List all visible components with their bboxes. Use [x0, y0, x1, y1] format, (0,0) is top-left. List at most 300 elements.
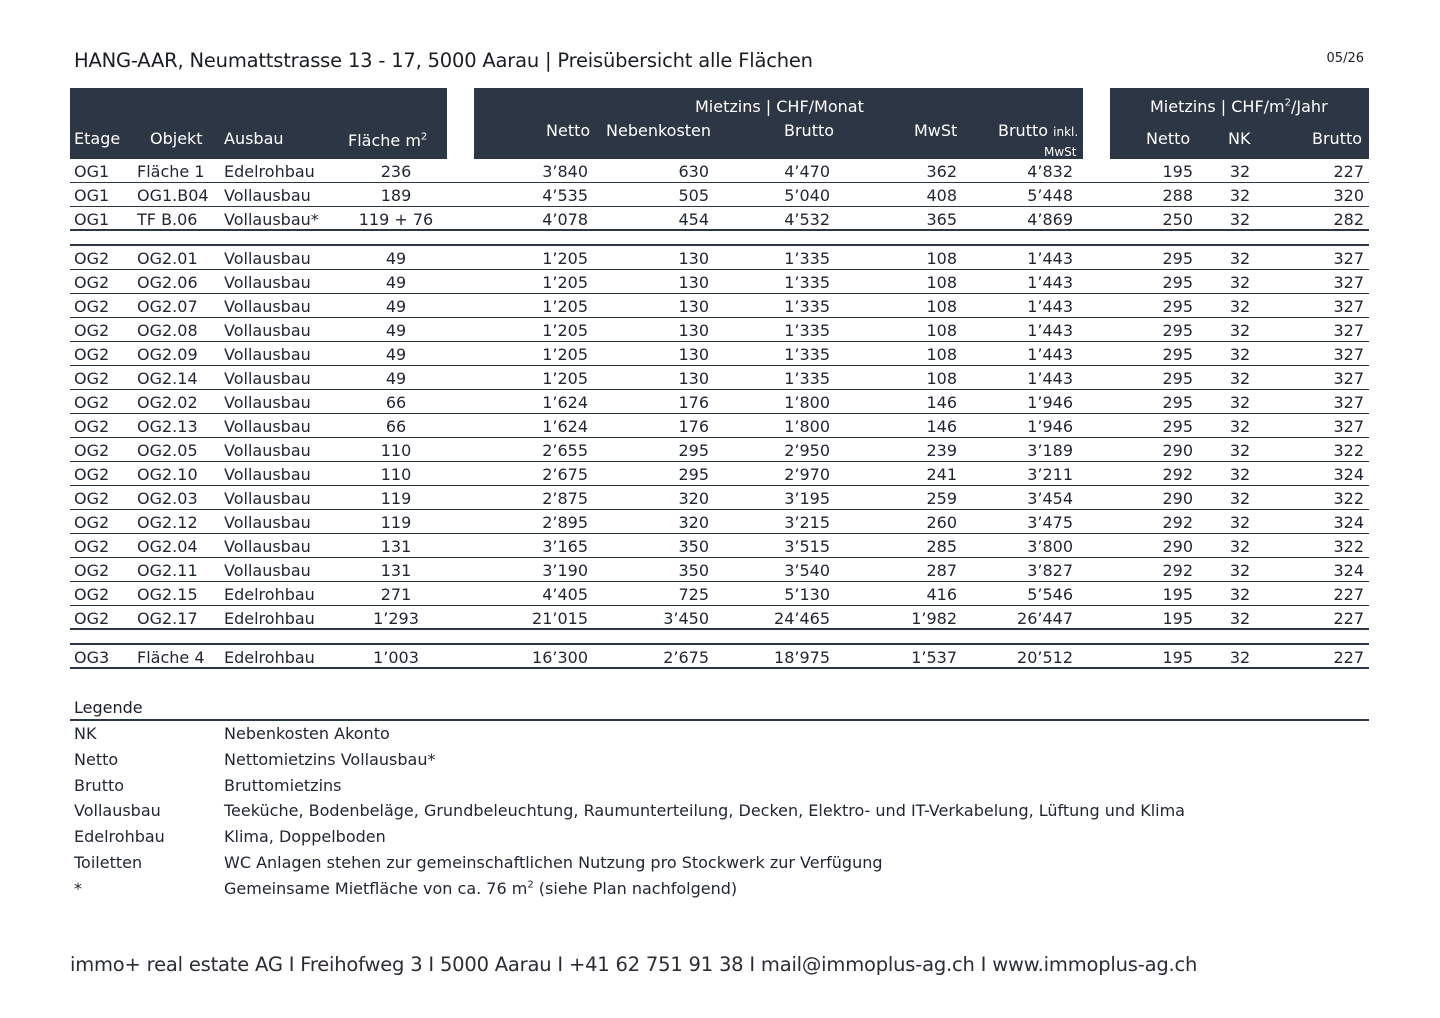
cell-flaeche: 66	[385, 393, 407, 412]
group-header-monthly: Mietzins | CHF/Monat	[695, 97, 864, 116]
cell-year-netto: 290	[1162, 489, 1193, 508]
cell-year-nk: 32	[1229, 345, 1251, 364]
cell-nebenkosten: 2’675	[663, 648, 709, 667]
cell-brutto: 4’532	[784, 210, 830, 229]
cell-etage: OG2	[74, 369, 110, 388]
cell-netto: 2’895	[542, 513, 588, 532]
cell-brutto-inkl: 5’546	[1027, 585, 1073, 604]
cell-etage: OG1	[74, 186, 110, 205]
cell-brutto: 1’335	[784, 297, 830, 316]
cell-year-netto: 195	[1162, 585, 1193, 604]
cell-objekt: OG2.14	[137, 369, 198, 388]
group-header-yearly-prefix: Mietzins | CHF/m	[1150, 97, 1285, 116]
table-row	[0, 366, 1440, 390]
cell-brutto-inkl: 5’448	[1027, 186, 1073, 205]
cell-year-netto: 288	[1162, 186, 1193, 205]
legend-item	[74, 827, 1364, 853]
cell-year-netto: 195	[1162, 609, 1193, 628]
cell-mwst: 108	[926, 321, 957, 340]
cell-year-nk: 32	[1229, 369, 1251, 388]
cell-etage: OG2	[74, 489, 110, 508]
cell-year-nk: 32	[1229, 417, 1251, 436]
cell-etage: OG2	[74, 393, 110, 412]
cell-brutto-inkl: 3’211	[1027, 465, 1073, 484]
cell-nebenkosten: 320	[678, 513, 709, 532]
cell-netto: 16’300	[532, 648, 588, 667]
cell-brutto-inkl: 1’946	[1027, 393, 1073, 412]
cell-ausbau: Vollausbau	[224, 561, 311, 580]
group-header-yearly	[1150, 97, 1328, 116]
legend-item	[74, 776, 1364, 802]
cell-brutto-inkl: 3’827	[1027, 561, 1073, 580]
legend-item	[74, 853, 1364, 879]
legend-key: Brutto	[74, 776, 125, 795]
cell-year-nk: 32	[1229, 585, 1251, 604]
cell-year-brutto: 320	[1333, 186, 1364, 205]
cell-flaeche: 189	[380, 186, 412, 205]
cell-brutto: 2’950	[784, 441, 830, 460]
cell-objekt: OG1.B04	[137, 186, 209, 205]
cell-flaeche: 1’003	[373, 648, 419, 667]
cell-flaeche: 110	[380, 465, 412, 484]
col-header-brutto-inkl-label: Brutto	[998, 121, 1049, 140]
cell-year-nk: 32	[1229, 648, 1251, 667]
cell-flaeche: 49	[385, 369, 407, 388]
table-header-left	[70, 88, 447, 159]
cell-flaeche: 49	[385, 249, 407, 268]
cell-brutto: 5’040	[784, 186, 830, 205]
col-header-flaeche-exp: 2	[420, 131, 428, 143]
cell-brutto: 2’970	[784, 465, 830, 484]
cell-year-netto: 195	[1162, 162, 1193, 181]
cell-netto: 1’205	[542, 297, 588, 316]
cell-nebenkosten: 454	[678, 210, 709, 229]
cell-etage: OG2	[74, 273, 110, 292]
group-header-yearly-suffix: /Jahr	[1291, 97, 1328, 116]
table-row	[0, 645, 1440, 669]
cell-year-nk: 32	[1229, 186, 1251, 205]
table-row	[0, 510, 1440, 534]
cell-year-brutto: 327	[1333, 417, 1364, 436]
table-row	[0, 558, 1440, 582]
cell-mwst: 259	[926, 489, 957, 508]
table-row	[0, 582, 1440, 606]
table-row	[0, 534, 1440, 558]
cell-flaeche: 131	[380, 561, 412, 580]
cell-objekt: OG2.10	[137, 465, 198, 484]
cell-year-brutto: 327	[1333, 249, 1364, 268]
legend-value-exp: 2	[527, 879, 534, 891]
cell-objekt: OG2.03	[137, 489, 198, 508]
cell-flaeche: 66	[385, 417, 407, 436]
table-row	[0, 342, 1440, 366]
col-header-brutto-inkl	[998, 121, 1078, 140]
cell-etage: OG2	[74, 249, 110, 268]
cell-netto: 3’165	[542, 537, 588, 556]
cell-flaeche: 110	[380, 441, 412, 460]
legend-key: NK	[74, 724, 97, 743]
cell-ausbau: Vollausbau	[224, 489, 311, 508]
cell-netto: 1’205	[542, 249, 588, 268]
cell-year-netto: 290	[1162, 537, 1193, 556]
legend-value: Bruttomietzins	[224, 776, 342, 795]
cell-year-netto: 250	[1162, 210, 1193, 229]
cell-ausbau: Vollausbau	[224, 249, 311, 268]
cell-year-brutto: 322	[1333, 441, 1364, 460]
cell-netto: 1’205	[542, 369, 588, 388]
legend-item	[74, 879, 1364, 905]
legend-value: Nettomietzins Vollausbau*	[224, 750, 436, 769]
cell-etage: OG2	[74, 537, 110, 556]
cell-etage: OG1	[74, 210, 110, 229]
cell-year-brutto: 327	[1333, 393, 1364, 412]
cell-brutto-inkl: 3’189	[1027, 441, 1073, 460]
cell-mwst: 108	[926, 369, 957, 388]
cell-year-nk: 32	[1229, 489, 1251, 508]
cell-objekt: Fläche 4	[137, 648, 205, 667]
cell-year-nk: 32	[1229, 441, 1251, 460]
cell-objekt: OG2.04	[137, 537, 198, 556]
cell-brutto: 1’335	[784, 345, 830, 364]
cell-brutto: 3’540	[784, 561, 830, 580]
cell-flaeche: 131	[380, 537, 412, 556]
cell-year-netto: 292	[1162, 561, 1193, 580]
cell-mwst: 362	[926, 162, 957, 181]
cell-objekt: OG2.06	[137, 273, 198, 292]
cell-mwst: 408	[926, 186, 957, 205]
cell-etage: OG2	[74, 345, 110, 364]
cell-objekt: OG2.15	[137, 585, 198, 604]
page-number: 05/26	[1326, 51, 1364, 66]
cell-brutto: 1’800	[784, 393, 830, 412]
cell-brutto-inkl: 4’832	[1027, 162, 1073, 181]
cell-ausbau: Edelrohbau	[224, 648, 315, 667]
col-header-mwst: MwSt	[914, 121, 958, 140]
col-header-ausbau: Ausbau	[224, 129, 284, 148]
cell-ausbau: Vollausbau	[224, 186, 311, 205]
col-header-year-netto: Netto	[1146, 129, 1191, 148]
cell-netto: 2’655	[542, 441, 588, 460]
cell-objekt: OG2.01	[137, 249, 198, 268]
table-header-monthly	[474, 88, 1083, 159]
cell-mwst: 416	[926, 585, 957, 604]
cell-year-nk: 32	[1229, 537, 1251, 556]
cell-netto: 3’190	[542, 561, 588, 580]
cell-year-brutto: 282	[1333, 210, 1364, 229]
cell-ausbau: Edelrohbau	[224, 162, 315, 181]
cell-year-brutto: 324	[1333, 465, 1364, 484]
table-row	[0, 606, 1440, 630]
cell-objekt: OG2.17	[137, 609, 198, 628]
cell-year-nk: 32	[1229, 249, 1251, 268]
cell-brutto: 18’975	[774, 648, 830, 667]
table-row	[0, 318, 1440, 342]
col-header-netto: Netto	[546, 121, 591, 140]
table-row	[0, 462, 1440, 486]
legend-divider	[70, 719, 1369, 721]
cell-mwst: 285	[926, 537, 957, 556]
table-row	[0, 246, 1440, 270]
cell-objekt: OG2.12	[137, 513, 198, 532]
cell-year-nk: 32	[1229, 297, 1251, 316]
cell-nebenkosten: 176	[678, 417, 709, 436]
cell-year-brutto: 327	[1333, 369, 1364, 388]
cell-netto: 2’675	[542, 465, 588, 484]
cell-brutto-inkl: 1’946	[1027, 417, 1073, 436]
cell-objekt: OG2.05	[137, 441, 198, 460]
cell-year-netto: 195	[1162, 648, 1193, 667]
cell-flaeche: 49	[385, 297, 407, 316]
col-header-brutto-inkl-mwst-label: MwSt	[1044, 145, 1077, 159]
row-divider	[70, 229, 1369, 231]
legend-title: Legende	[74, 698, 143, 717]
cell-nebenkosten: 130	[678, 273, 709, 292]
table-row	[0, 438, 1440, 462]
row-divider	[70, 628, 1369, 630]
cell-nebenkosten: 130	[678, 297, 709, 316]
cell-ausbau: Vollausbau	[224, 369, 311, 388]
cell-flaeche: 49	[385, 345, 407, 364]
cell-nebenkosten: 130	[678, 345, 709, 364]
cell-brutto-inkl: 4’869	[1027, 210, 1073, 229]
cell-year-nk: 32	[1229, 210, 1251, 229]
cell-brutto-inkl: 1’443	[1027, 297, 1073, 316]
cell-flaeche: 271	[380, 585, 412, 604]
col-header-brutto-inkl-mwst	[1044, 141, 1077, 160]
table-row	[0, 207, 1440, 231]
cell-etage: OG3	[74, 648, 110, 667]
cell-year-nk: 32	[1229, 162, 1251, 181]
cell-brutto-inkl: 1’443	[1027, 345, 1073, 364]
legend-key: Netto	[74, 750, 119, 769]
cell-ausbau: Vollausbau	[224, 417, 311, 436]
cell-objekt: OG2.02	[137, 393, 198, 412]
cell-mwst: 239	[926, 441, 957, 460]
cell-year-brutto: 322	[1333, 489, 1364, 508]
cell-year-netto: 295	[1162, 345, 1193, 364]
col-header-objekt: Objekt	[150, 129, 203, 148]
cell-nebenkosten: 350	[678, 537, 709, 556]
cell-brutto-inkl: 3’800	[1027, 537, 1073, 556]
cell-flaeche: 1’293	[373, 609, 419, 628]
group-header-yearly-exp: 2	[1284, 97, 1292, 109]
cell-nebenkosten: 320	[678, 489, 709, 508]
cell-ausbau: Vollausbau	[224, 345, 311, 364]
cell-brutto: 24’465	[774, 609, 830, 628]
cell-nebenkosten: 350	[678, 561, 709, 580]
cell-etage: OG2	[74, 513, 110, 532]
col-header-brutto: Brutto	[784, 121, 835, 140]
table-row	[0, 390, 1440, 414]
cell-brutto: 1’335	[784, 273, 830, 292]
cell-mwst: 287	[926, 561, 957, 580]
table-row	[0, 294, 1440, 318]
cell-nebenkosten: 130	[678, 369, 709, 388]
cell-flaeche: 119	[380, 513, 412, 532]
cell-netto: 4’405	[542, 585, 588, 604]
cell-objekt: OG2.13	[137, 417, 198, 436]
col-header-nebenkosten: Nebenkosten	[606, 121, 712, 140]
cell-mwst: 108	[926, 249, 957, 268]
cell-brutto: 1’335	[784, 321, 830, 340]
cell-ausbau: Vollausbau	[224, 297, 311, 316]
cell-year-nk: 32	[1229, 513, 1251, 532]
legend-value-suffix: (siehe Plan nachfolgend)	[533, 879, 738, 898]
cell-flaeche: 236	[380, 162, 412, 181]
cell-nebenkosten: 3’450	[663, 609, 709, 628]
legend-value: Nebenkosten Akonto	[224, 724, 390, 743]
cell-nebenkosten: 725	[678, 585, 709, 604]
cell-year-netto: 295	[1162, 417, 1193, 436]
cell-nebenkosten: 295	[678, 441, 709, 460]
cell-etage: OG2	[74, 321, 110, 340]
col-header-flaeche-label: Fläche m	[348, 131, 421, 150]
cell-mwst: 260	[926, 513, 957, 532]
cell-objekt: OG2.11	[137, 561, 198, 580]
cell-ausbau: Vollausbau	[224, 321, 311, 340]
cell-mwst: 108	[926, 297, 957, 316]
cell-netto: 4’078	[542, 210, 588, 229]
col-header-etage: Etage	[74, 129, 121, 148]
cell-year-netto: 292	[1162, 465, 1193, 484]
cell-flaeche: 119 + 76	[358, 210, 434, 229]
cell-year-nk: 32	[1229, 561, 1251, 580]
cell-ausbau: Vollausbau*	[224, 210, 319, 229]
cell-year-nk: 32	[1229, 273, 1251, 292]
legend-value: Teeküche, Bodenbeläge, Grundbeleuchtung, Raumunterteilung, Decken, Elektro- und IT-Verkabelung, Lüftung und Klima	[224, 801, 1185, 820]
col-header-flaeche	[348, 131, 427, 150]
cell-year-brutto: 327	[1333, 345, 1364, 364]
cell-ausbau: Vollausbau	[224, 393, 311, 412]
cell-year-brutto: 327	[1333, 273, 1364, 292]
cell-objekt: Fläche 1	[137, 162, 205, 181]
cell-mwst: 1’982	[911, 609, 957, 628]
cell-etage: OG1	[74, 162, 110, 181]
cell-ausbau: Vollausbau	[224, 537, 311, 556]
cell-brutto: 1’335	[784, 369, 830, 388]
cell-mwst: 108	[926, 345, 957, 364]
legend-key: *	[74, 879, 82, 898]
cell-nebenkosten: 130	[678, 249, 709, 268]
cell-brutto-inkl: 26’447	[1017, 609, 1073, 628]
cell-brutto: 3’195	[784, 489, 830, 508]
cell-netto: 1’205	[542, 321, 588, 340]
cell-brutto: 1’800	[784, 417, 830, 436]
legend-key: Toiletten	[74, 853, 143, 872]
cell-year-netto: 295	[1162, 273, 1193, 292]
cell-nebenkosten: 176	[678, 393, 709, 412]
cell-netto: 21’015	[532, 609, 588, 628]
cell-year-netto: 290	[1162, 441, 1193, 460]
cell-objekt: OG2.09	[137, 345, 198, 364]
cell-mwst: 146	[926, 393, 957, 412]
table-row	[0, 183, 1440, 207]
cell-brutto: 3’215	[784, 513, 830, 532]
cell-netto: 1’205	[542, 273, 588, 292]
cell-year-brutto: 227	[1333, 648, 1364, 667]
cell-ausbau: Edelrohbau	[224, 609, 315, 628]
cell-year-nk: 32	[1229, 321, 1251, 340]
col-header-year-nk: NK	[1228, 129, 1251, 148]
cell-nebenkosten: 130	[678, 321, 709, 340]
cell-netto: 1’624	[542, 417, 588, 436]
cell-year-netto: 292	[1162, 513, 1193, 532]
cell-year-brutto: 227	[1333, 585, 1364, 604]
cell-flaeche: 49	[385, 321, 407, 340]
table-row	[0, 486, 1440, 510]
cell-year-brutto: 322	[1333, 537, 1364, 556]
legend-item	[74, 801, 1364, 827]
cell-netto: 3’840	[542, 162, 588, 181]
footer-contact: immo+ real estate AG I Freihofweg 3 I 5000 Aarau I +41 62 751 91 38 I mail@immoplus-ag.ch I www.immoplus-ag.ch	[70, 953, 1198, 976]
cell-brutto-inkl: 3’454	[1027, 489, 1073, 508]
table-row	[0, 159, 1440, 183]
legend-key: Vollausbau	[74, 801, 161, 820]
legend-value	[224, 879, 737, 898]
cell-mwst: 108	[926, 273, 957, 292]
cell-brutto-inkl: 3’475	[1027, 513, 1073, 532]
cell-brutto-inkl: 1’443	[1027, 273, 1073, 292]
cell-nebenkosten: 630	[678, 162, 709, 181]
table-row	[0, 270, 1440, 294]
cell-flaeche: 119	[380, 489, 412, 508]
legend-value: WC Anlagen stehen zur gemeinschaftlichen Nutzung pro Stockwerk zur Verfügung	[224, 853, 883, 872]
col-header-brutto-inkl-note: inkl.	[1053, 125, 1079, 139]
legend-item	[74, 750, 1364, 776]
cell-ausbau: Vollausbau	[224, 513, 311, 532]
cell-etage: OG2	[74, 609, 110, 628]
cell-nebenkosten: 505	[678, 186, 709, 205]
cell-brutto-inkl: 1’443	[1027, 369, 1073, 388]
cell-year-brutto: 324	[1333, 561, 1364, 580]
cell-year-nk: 32	[1229, 393, 1251, 412]
cell-ausbau: Vollausbau	[224, 465, 311, 484]
cell-etage: OG2	[74, 585, 110, 604]
cell-mwst: 1’537	[911, 648, 957, 667]
legend-value-prefix: Gemeinsame Mietfläche von ca. 76 m	[224, 879, 528, 898]
cell-etage: OG2	[74, 561, 110, 580]
cell-brutto: 5’130	[784, 585, 830, 604]
cell-etage: OG2	[74, 465, 110, 484]
cell-year-brutto: 327	[1333, 321, 1364, 340]
cell-mwst: 146	[926, 417, 957, 436]
cell-year-brutto: 227	[1333, 609, 1364, 628]
cell-year-netto: 295	[1162, 297, 1193, 316]
cell-objekt: OG2.07	[137, 297, 198, 316]
cell-mwst: 365	[926, 210, 957, 229]
cell-netto: 4’535	[542, 186, 588, 205]
cell-brutto-inkl: 20’512	[1017, 648, 1073, 667]
table-header-yearly	[1110, 88, 1369, 159]
cell-brutto-inkl: 1’443	[1027, 321, 1073, 340]
cell-ausbau: Edelrohbau	[224, 585, 315, 604]
cell-etage: OG2	[74, 441, 110, 460]
cell-year-nk: 32	[1229, 609, 1251, 628]
legend-item	[74, 724, 1364, 750]
cell-year-brutto: 227	[1333, 162, 1364, 181]
cell-objekt: OG2.08	[137, 321, 198, 340]
cell-year-netto: 295	[1162, 393, 1193, 412]
cell-brutto: 4’470	[784, 162, 830, 181]
cell-brutto: 1’335	[784, 249, 830, 268]
legend-key: Edelrohbau	[74, 827, 165, 846]
col-header-year-brutto: Brutto	[1312, 129, 1363, 148]
cell-nebenkosten: 295	[678, 465, 709, 484]
cell-flaeche: 49	[385, 273, 407, 292]
legend-value: Klima, Doppelboden	[224, 827, 386, 846]
cell-netto: 2’875	[542, 489, 588, 508]
cell-year-brutto: 324	[1333, 513, 1364, 532]
